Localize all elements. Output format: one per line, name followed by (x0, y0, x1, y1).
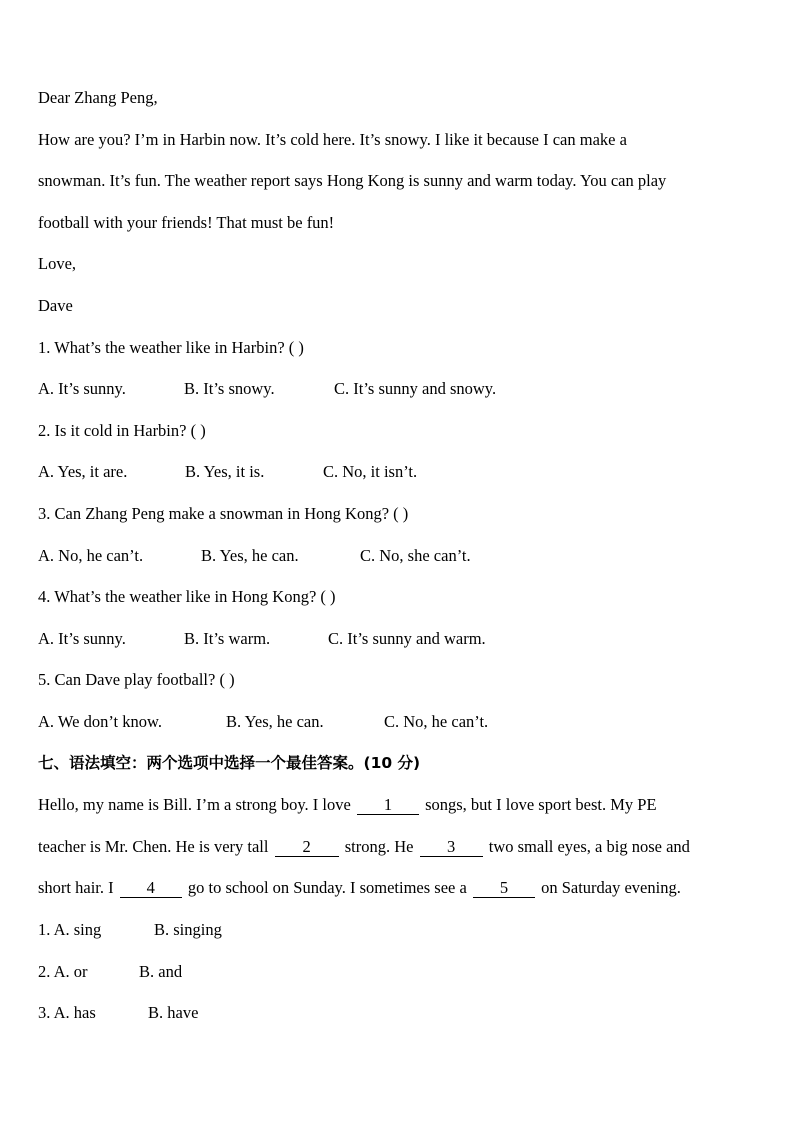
section-heading: 七、语法填空：两个选项中选择一个最佳答案。(10 分) (38, 754, 421, 772)
option-b: B. and (139, 962, 183, 981)
options-3 (38, 545, 471, 567)
blank-3: 3 (420, 838, 483, 857)
option-b: B. Yes, he can. (226, 712, 324, 731)
letter-signature: Dave (38, 296, 73, 315)
option-b: B. have (148, 1003, 199, 1022)
option-a: A. It’s sunny. (38, 379, 126, 398)
passage-text: teacher is Mr. Chen. He is very tall (38, 837, 273, 856)
letter-line: snowman. It’s fun. The weather report says Hong Kong is sunny and warm today. You can play (38, 171, 667, 190)
passage-line (38, 877, 681, 899)
passage-text: two small eyes, a big nose and (484, 837, 690, 856)
grammar-question-2 (38, 961, 182, 983)
letter-line: football with your friends! That must be fun! (38, 213, 335, 232)
option-a: 2. A. or (38, 962, 88, 981)
options-5 (38, 711, 488, 733)
option-b: B. It’s snowy. (184, 379, 275, 398)
option-a: A. Yes, it are. (38, 462, 128, 481)
option-c: C. No, it isn’t. (323, 462, 418, 481)
question-3: 3. Can Zhang Peng make a snowman in Hong Kong? ( ) (38, 504, 409, 523)
option-a: 3. A. has (38, 1003, 96, 1022)
blank-4: 4 (120, 879, 182, 898)
option-b: B. Yes, he can. (201, 546, 299, 565)
passage-text: strong. He (340, 837, 418, 856)
option-a: A. No, he can’t. (38, 546, 144, 565)
letter-greeting: Dear Zhang Peng, (38, 88, 158, 107)
option-b: B. Yes, it is. (185, 462, 265, 481)
question-2: 2. Is it cold in Harbin? ( ) (38, 421, 206, 440)
passage-text: on Saturday evening. (536, 878, 681, 897)
option-a: 1. A. sing (38, 920, 102, 939)
options-2 (38, 461, 417, 483)
passage-text: songs, but I love sport best. My PE (420, 795, 657, 814)
blank-2: 2 (275, 838, 339, 857)
option-b: B. It’s warm. (184, 629, 271, 648)
question-1: 1. What’s the weather like in Harbin? ( ) (38, 338, 304, 357)
letter-line: How are you? I’m in Harbin now. It’s cold here. It’s snowy. I like it because I can make a (38, 130, 627, 149)
option-c: C. It’s sunny and warm. (328, 629, 486, 648)
option-c: C. No, she can’t. (360, 546, 471, 565)
passage-text: Hello, my name is Bill. I’m a strong boy. I love (38, 795, 355, 814)
grammar-question-1 (38, 919, 222, 941)
question-5: 5. Can Dave play football? ( ) (38, 670, 235, 689)
options-1 (38, 378, 496, 400)
letter-closing: Love, (38, 254, 77, 273)
grammar-question-3 (38, 1002, 198, 1024)
option-a: A. It’s sunny. (38, 629, 126, 648)
passage-line (38, 794, 657, 816)
passage-text: short hair. I (38, 878, 118, 897)
blank-1: 1 (357, 796, 419, 815)
question-4: 4. What’s the weather like in Hong Kong? ( ) (38, 587, 336, 606)
blank-5: 5 (473, 879, 535, 898)
option-b: B. singing (154, 920, 222, 939)
option-c: C. It’s sunny and snowy. (334, 379, 497, 398)
option-c: C. No, he can’t. (384, 712, 489, 731)
passage-line (38, 836, 690, 858)
options-4 (38, 628, 486, 650)
option-a: A. We don’t know. (38, 712, 162, 731)
passage-text: go to school on Sunday. I sometimes see a (183, 878, 471, 897)
